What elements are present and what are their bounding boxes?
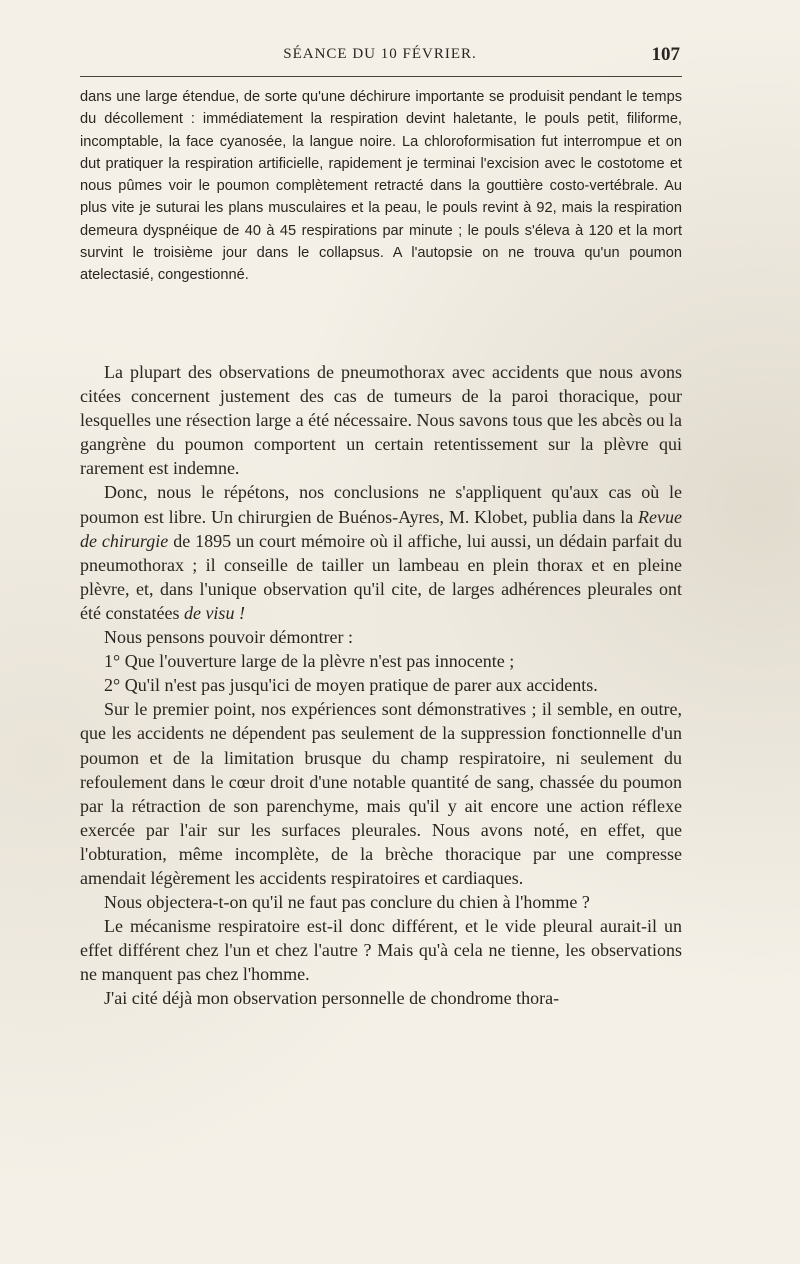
page-number: 107 xyxy=(651,44,680,65)
de-visu-phrase: de visu ! xyxy=(183,602,245,623)
journal-title: Revue de chirurgie xyxy=(80,506,682,551)
paragraph-first-point: Sur le premier point, nos expériences sont démonstratives ; il semble, en outre, que les accidents ne dépendent pas seulement de la suppression fonctionnelle d'un poumon et de la limitation brusque du champ respiratoire, ni seulement du refoulement dans le cœur droit d'une notable quantité de sang, chassée du poumon par la rétraction de son parenchyme, mais qu'il y ait encore une action réflexe exercée par l'air sur les surfaces pleurales. Nous avons noté, en effet, que l'obturation, même incomplète, de la brèche thoracique par une compresse amendait légèrement les accidents respiratoires et cardiaques. xyxy=(80,699,682,888)
paragraph-observations: La plupart des observations de pneumothorax avec accidents que nous avons citées concernent justement des cas de tumeurs de la paroi thoracique, pour lesquelles une résection large a été nécessaire. Nous savons tous que les abcès ou la gangrène du poumon comportent un certain retentissement sur la plèvre qui rarement est indemne. xyxy=(80,362,682,479)
paragraph-objection: Nous objectera-t-on qu'il ne faut pas conclure du chien à l'homme ? xyxy=(104,892,590,913)
intro-paragraph-text: dans une large étendue, de sorte qu'une déchirure importante se produisit pendant le temps du décollement : immédiatement la respiration devint haletante, le pouls petit, filiforme, incomptable, la face cyanosée, la langue noire. La chloroformisation fut interrompue et on dut pratiquer la respiration artificielle, rapidement je terminai l'excision avec le costotome et nous pûmes voir le poumon complètement retracté dans la gouttière costo-vertébrale. Au plus vite je suturai les plans musculaires et la peau, le pouls revint à 92, mais la respiration demeura dyspnéique de 40 à 45 respirations par minute ; le pouls s'éleva à 120 et la mort survint le troisième jour dans le collapsus. A l'autopsie on ne trouva qu'un poumon atelectasié, congestionné. xyxy=(80,89,682,284)
paragraph-chondrome: J'ai cité déjà mon observation personnelle de chondrome thora- xyxy=(104,988,560,1009)
page-header xyxy=(80,44,680,72)
paragraph-klobet xyxy=(80,480,682,625)
paragraph-klobet-part1: Donc, nous le répétons, nos conclusions ne s'appliquent qu'aux cas où le poumon est libre. Un chirurgien de Buénos-Ayres, M. Klobet, publia dans la xyxy=(80,482,682,527)
header-rule xyxy=(80,76,682,77)
paragraph-point-one: 1° Que l'ouverture large de la plèvre n'est pas innocente ; xyxy=(104,651,515,672)
case-report-paragraph xyxy=(80,86,682,287)
running-title: SÉANCE DU 10 FÉVRIER. xyxy=(283,46,477,62)
paragraph-point-two: 2° Qu'il n'est pas jusqu'ici de moyen pratique de parer aux accidents. xyxy=(104,675,598,696)
paragraph-klobet-part2: de 1895 un court mémoire où il affiche, lui aussi, un dédain parfait du pneumothorax ; il conseille de tailler un lambeau en plein thorax et en pleine plèvre, et, dans l'unique observation qu'il cite, de larges adhérences pleurales ont été constatées xyxy=(80,530,682,623)
paragraph-demonstrate: Nous pensons pouvoir démontrer : xyxy=(104,627,353,648)
paragraph-mechanism: Le mécanisme respiratoire est-il donc différent, et le vide pleural aurait-il un effet différent chez l'un et chez l'autre ? Mais qu'à cela ne tienne, les observations ne manquent pas chez l'homme. xyxy=(80,916,682,985)
main-body-text xyxy=(80,360,682,1011)
